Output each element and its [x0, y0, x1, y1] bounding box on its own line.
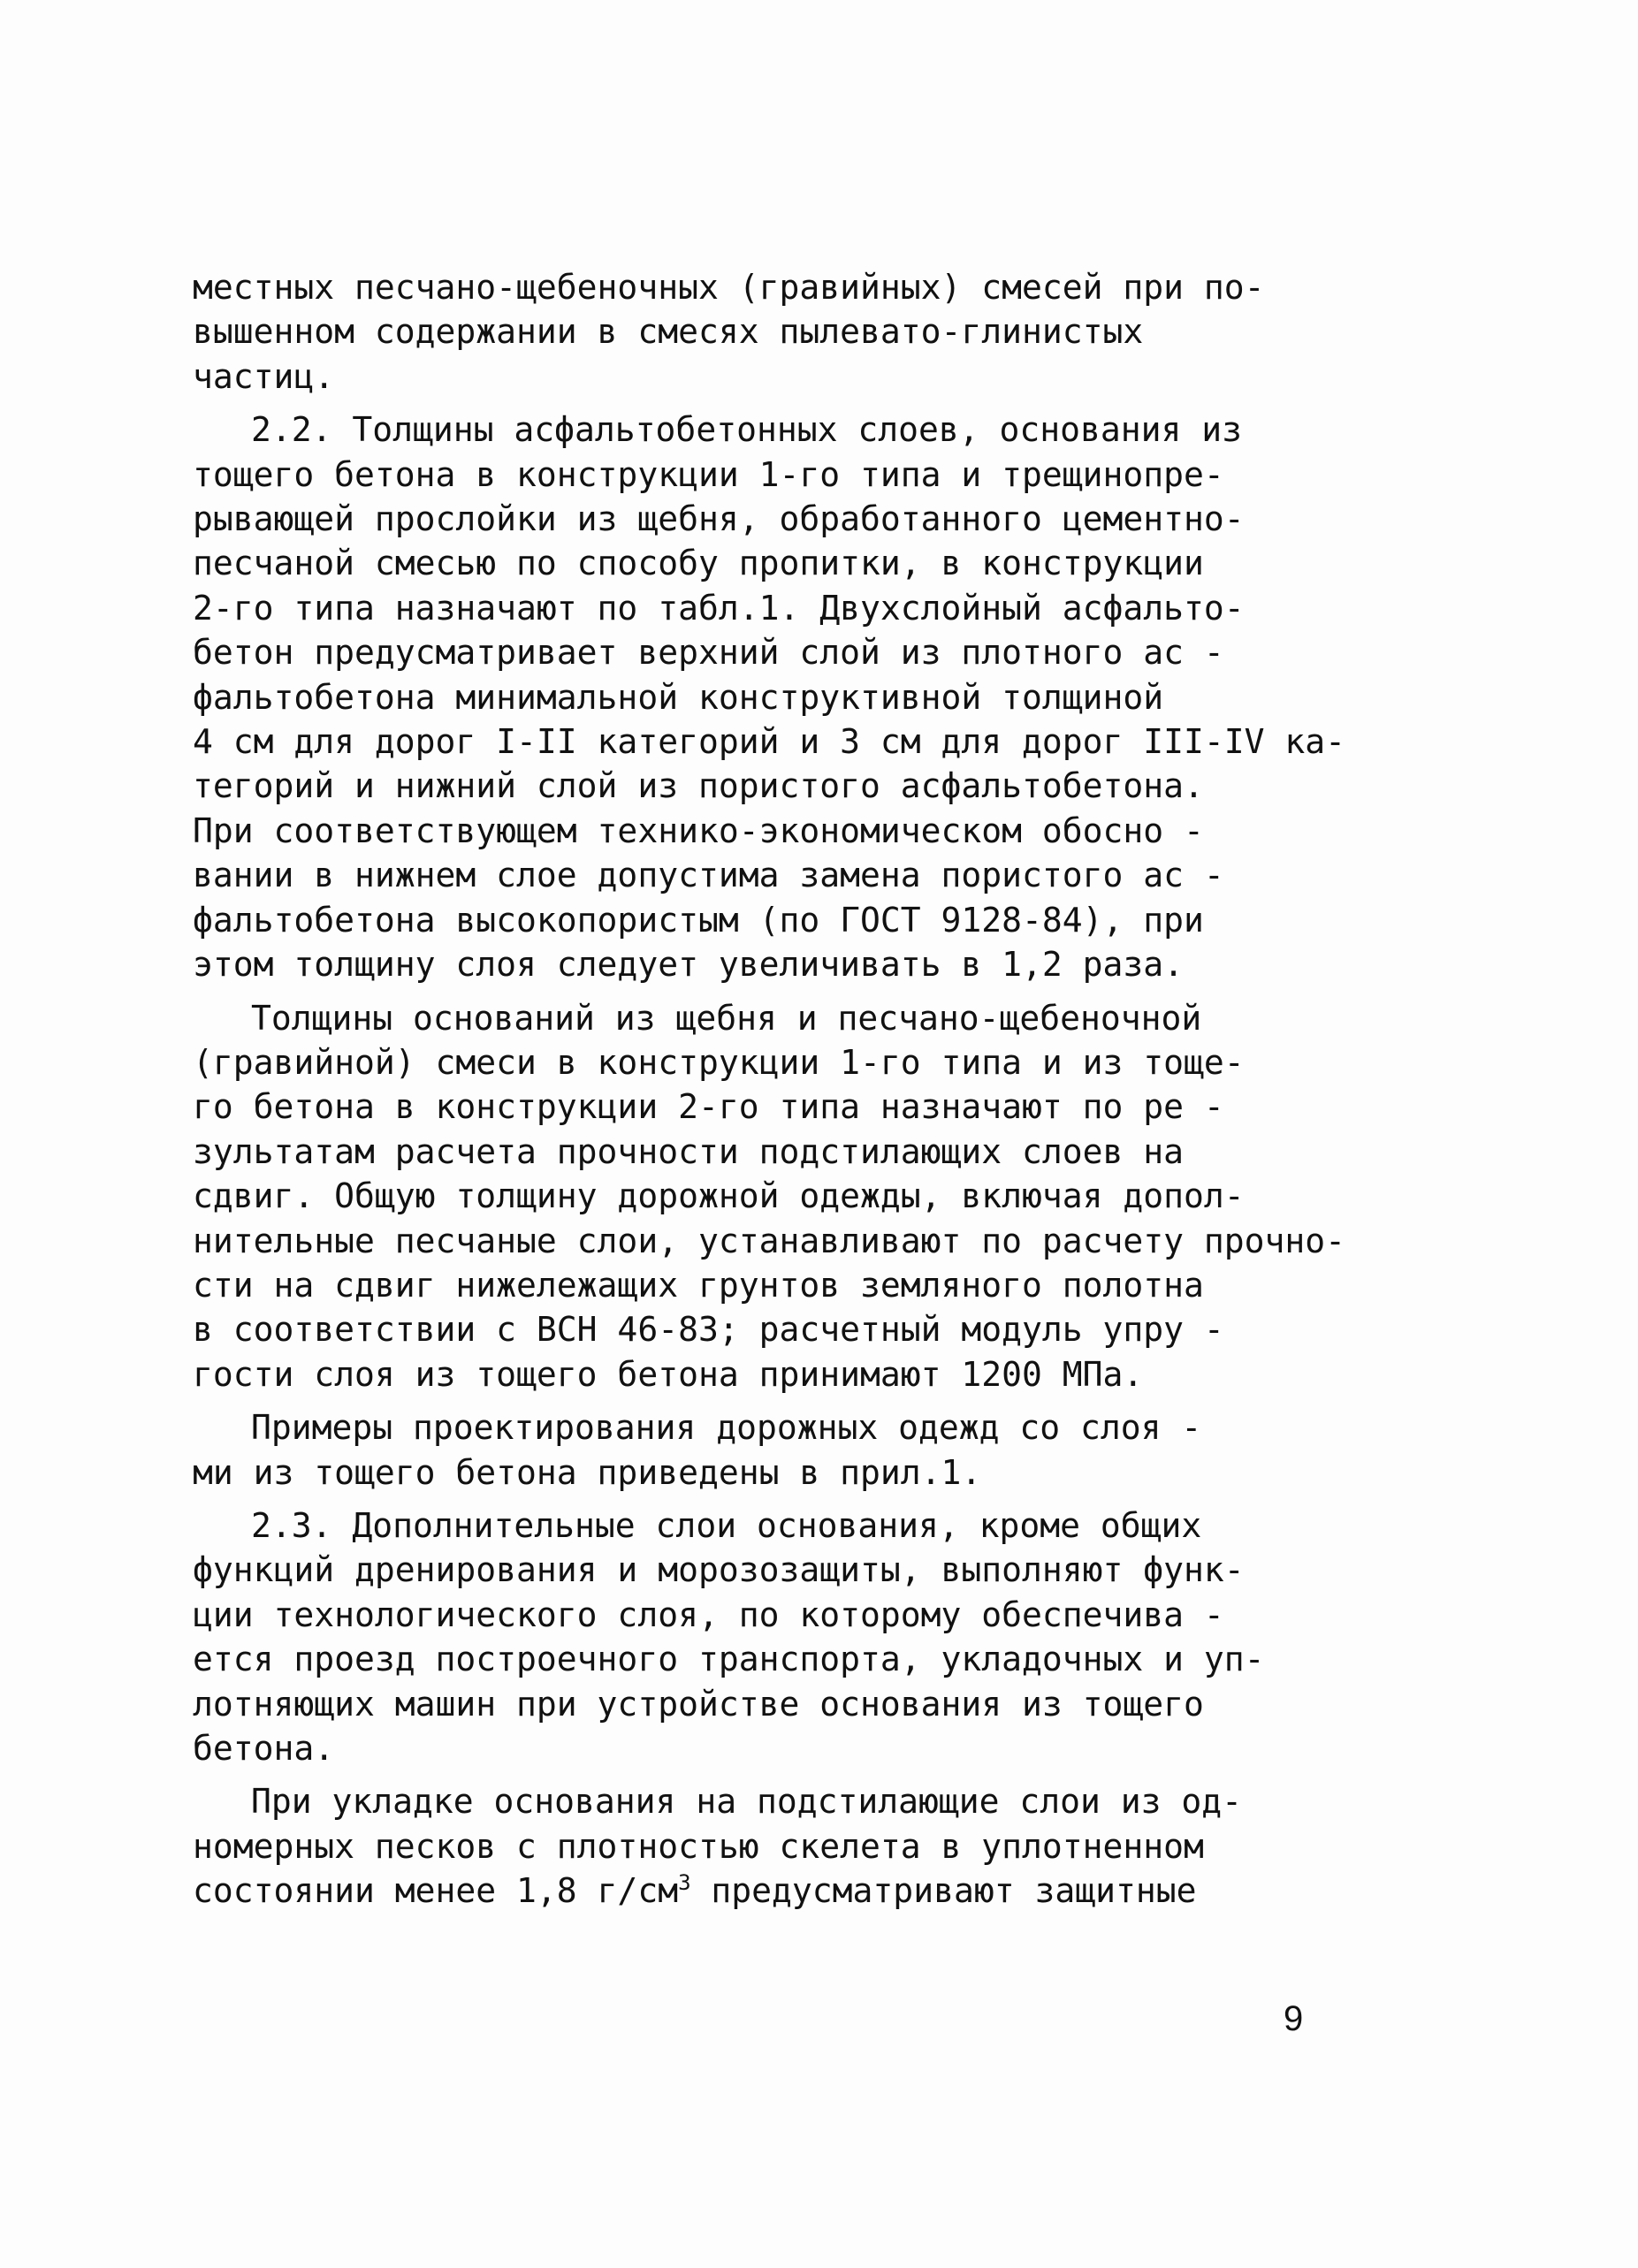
text-line: При соответствующем технико-экономическом обосно -	[193, 811, 1204, 850]
paragraph-2-3	[193, 1503, 1342, 1770]
text-line: 2-го типа назначают по табл.1. Двухслойный асфальто-	[193, 588, 1245, 628]
text-line: Примеры проектирования дорожных одежд со слоя -	[251, 1408, 1202, 1448]
text-line: песчаной смесью по способу пропитки, в конструкции	[193, 544, 1204, 583]
text-line: ми из тощего бетона приведены в прил.1.	[193, 1452, 982, 1492]
paragraph-laying	[193, 1779, 1342, 1913]
text-line: ется проезд построечного транспорта, укладочных и уп-	[193, 1640, 1265, 1679]
paragraph-1	[193, 265, 1342, 399]
page-number: 9	[1284, 1999, 1304, 2038]
text-fragment: предусматривают защитные	[690, 1871, 1197, 1911]
text-line: тощего бетона в конструкции 1-го типа и трещинопре-	[193, 454, 1224, 494]
text-line: тегорий и нижний слой из пористого асфальтобетона.	[193, 766, 1204, 806]
text-line: Толщины оснований из щебня и песчано-щебеночной	[251, 998, 1202, 1038]
text-line: фальтобетона высокопористым (по ГОСТ 9128-84), при	[193, 900, 1204, 940]
text-line: лотняющих машин при устройстве основания из тощего	[193, 1684, 1204, 1724]
text-line: нительные песчаные слои, устанавливают по расчету прочно-	[193, 1221, 1346, 1260]
text-line: в соответствии с ВСН 46-83; расчетный модуль упру -	[193, 1310, 1224, 1350]
text-line: (гравийной) смеси в конструкции 1-го типа и из тоще-	[193, 1042, 1245, 1082]
text-fragment: состоянии менее 1,8 г/см	[193, 1871, 679, 1911]
text-line: функций дренирования и морозозащиты, выполняют функ-	[193, 1550, 1245, 1590]
text-line: бетона.	[193, 1729, 335, 1768]
text-line: 4 см для дорог I-II категорий и 3 см для дорог III-IV ка-	[193, 722, 1346, 762]
text-line: сти на сдвиг нижележащих грунтов земляного полотна	[193, 1265, 1204, 1305]
body-text	[193, 265, 1346, 1914]
text-line: 2.2. Толщины асфальтобетонных слоев, основания из	[251, 410, 1243, 450]
text-line: этом толщину слоя следует увеличивать в 1,2 раза.	[193, 945, 1185, 985]
text-line: сдвиг. Общую толщину дорожной одежды, включая допол-	[193, 1176, 1245, 1216]
text-line: номерных песков с плотностью скелета в уплотненном	[193, 1826, 1204, 1866]
text-line: гости слоя из тощего бетона принимают 1200 МПа.	[193, 1354, 1144, 1394]
text-line: фальтобетона минимальной конструктивной толщиной	[193, 677, 1164, 717]
paragraph-examples	[193, 1405, 1342, 1495]
paragraph-2-2	[193, 407, 1346, 986]
text-line: ции технологического слоя, по которому обеспечива -	[193, 1594, 1224, 1634]
text-line: При укладке основания на подстилающие слои из од-	[251, 1782, 1243, 1822]
text-line: го бетона в конструкции 2-го типа назначают по ре -	[193, 1087, 1224, 1127]
text-line: вышенном содержании в смесях пылевато-глинистых	[193, 312, 1144, 352]
text-line: частиц.	[193, 356, 335, 396]
paragraph-thickness	[193, 996, 1346, 1397]
text-line: местных песчано-щебеночных (гравийных) смесей при по-	[193, 268, 1265, 307]
superscript: 3	[678, 1870, 691, 1896]
text-line: 2.3. Дополнительные слои основания, кроме общих	[251, 1505, 1202, 1545]
text-line: бетон предусматривает верхний слой из плотного ас -	[193, 633, 1224, 673]
text-line-with-superscript	[193, 1868, 1342, 1913]
text-line: зультатам расчета прочности подстилающих слоев на	[193, 1131, 1185, 1171]
text-line: вании в нижнем слое допустима замена пористого ас -	[193, 856, 1224, 895]
text-line: рывающей прослойки из щебня, обработанного цементно-	[193, 499, 1245, 539]
